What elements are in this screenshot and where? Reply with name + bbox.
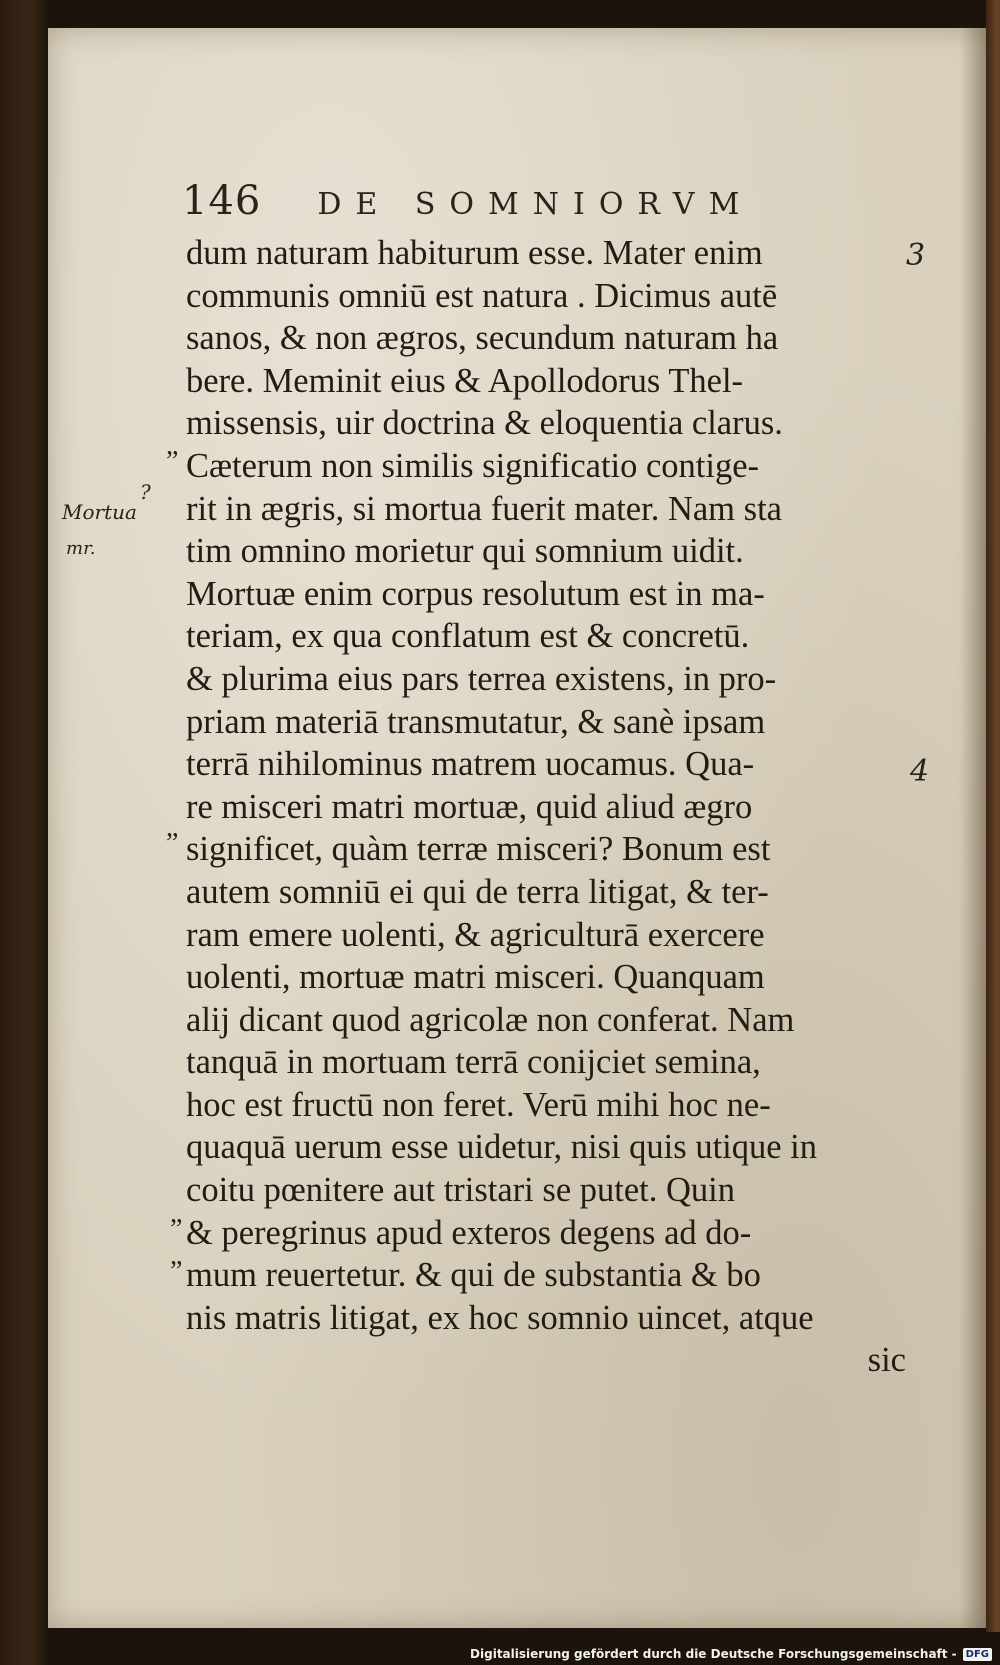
margin-note-abbrev: mr. [66, 538, 96, 559]
margin-quote-mark: ” [166, 828, 179, 859]
text-line: rit in ægris, si mortua fuerit mater. Nam sta [186, 489, 782, 528]
text-line: priam materiā transmutatur, & sanè ipsam [186, 702, 766, 741]
margin-quote-mark: ” [170, 1214, 183, 1245]
text-line: mum reuertetur. & qui de substantia & bo [186, 1256, 761, 1295]
text-line: bere. Meminit eius & Apollodorus Thel- [186, 361, 744, 400]
text-line: dum naturam habiturum esse. Mater enim [186, 234, 763, 272]
text-line: & peregrinus apud exteros degens ad do- [186, 1213, 752, 1252]
text-line: missensis, uir doctrina & eloquentia clarus. [186, 404, 783, 443]
text-line: Cæterum non similis significatio contige- [186, 446, 760, 485]
text-line: coitu pœnitere aut tristari se putet. Quin [186, 1171, 735, 1210]
text-line: terrā nihilominus matrem uocamus. Qua- [186, 745, 755, 784]
margin-number-3: 3 [906, 238, 926, 273]
text-line: alij dicant quod agricolæ non conferat. Nam [186, 1000, 795, 1039]
text-line: communis omniū est natura . Dicimus autē [186, 276, 778, 315]
text-line: sic [867, 1341, 906, 1380]
text-line: quaquā uerum esse uidetur, nisi quis utique in [186, 1128, 818, 1167]
text-line: hoc est fructū non feret. Verū mihi hoc ne- [186, 1085, 771, 1124]
margin-number-4: 4 [910, 754, 930, 789]
digitization-credit [470, 1647, 992, 1661]
page-edge-shadow [960, 28, 986, 1628]
body-text [186, 232, 906, 1382]
text-line: & plurima eius pars terrea existens, in pro- [186, 659, 777, 698]
text-line: autem somniū ei qui de terra litigat, & ter- [186, 872, 769, 911]
margin-question-mark: ? [140, 480, 151, 504]
running-head: DE SOMNIORVM [317, 187, 754, 222]
text-line: nis matris litigat, ex hoc somnio uincet, atque [186, 1298, 814, 1337]
book-page [48, 28, 986, 1628]
text-line: Mortuæ enim corpus resolutum est in ma- [186, 574, 765, 613]
margin-quote-mark: ” [166, 446, 179, 477]
margin-quote-mark: ” [170, 1256, 183, 1287]
page-number: 146 [182, 178, 262, 224]
text-line: sanos, & non ægros, secundum naturam ha [186, 319, 779, 358]
text-line: tim omnino morietur qui somnium uidit. [186, 532, 744, 571]
margin-note-word: Mortua [62, 500, 137, 524]
binding-strip [986, 0, 1000, 1632]
text-line: tanquā in mortuam terrā conijciet semina, [186, 1043, 761, 1082]
page-header [182, 178, 753, 224]
text-line: teriam, ex qua conflatum est & concretū. [186, 617, 750, 656]
dfg-logo: DFG [963, 1648, 992, 1661]
text-line: re misceri matri mortuæ, quid aliud ægro [186, 787, 753, 826]
text-line: ram emere uolenti, & agriculturā exercere [186, 915, 765, 954]
credit-text: Digitalisierung gefördert durch die Deutsche Forschungsgemeinschaft - [470, 1647, 957, 1661]
text-line: uolenti, mortuæ matri misceri. Quanquam [186, 958, 765, 997]
text-line: significet, quàm terræ misceri? Bonum est [186, 830, 771, 869]
